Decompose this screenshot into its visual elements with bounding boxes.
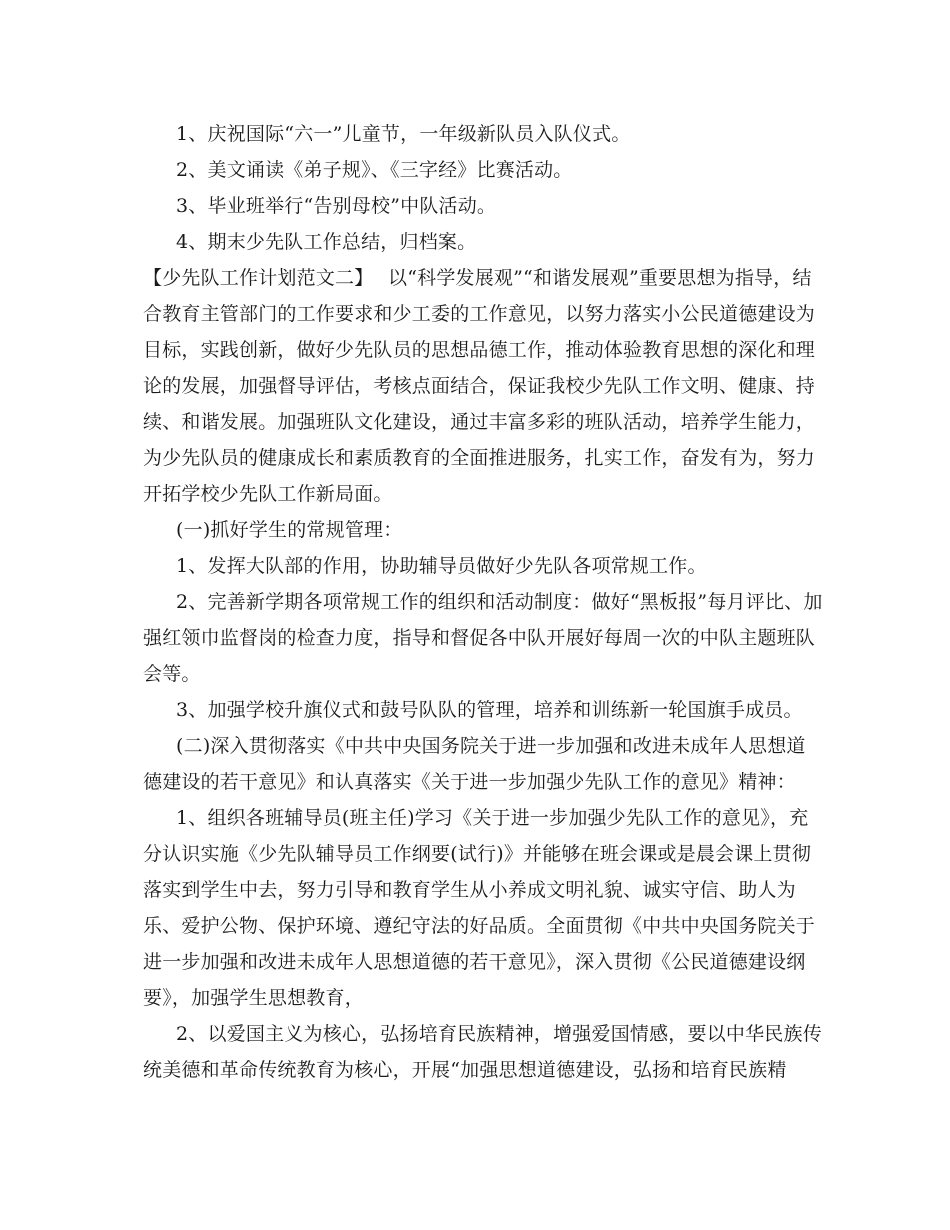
list-item: 2、美文诵读《弟子规》、《三字经》比赛活动。 xyxy=(176,159,573,181)
paragraph-line: 会等。 xyxy=(143,663,201,685)
paragraph-line: 乐、爱护公物、保护环境、遵纪守法的好品质。全面贯彻《中共中央国务院关于 xyxy=(143,915,816,937)
paragraph-line: 为少先队员的健康成长和素质教育的全面推进服务，扎实工作，奋发有为，努力 xyxy=(143,447,816,469)
paragraph-line: 强红领巾监督岗的检查力度，指导和督促各中队开展好每周一次的中队主题班队 xyxy=(143,627,816,649)
paragraph-line: 2、完善新学期各项常规工作的组织和活动制度：做好“黑板报”每月评比、加 xyxy=(176,591,823,613)
paragraph-line: 统美德和革命传统教育为核心，开展“加强思想道德建设，弘扬和培育民族精 xyxy=(143,1059,787,1081)
paragraph-line: 分认识实施《少先队辅导员工作纲要(试行)》并能够在班会课或是晨会课上贯彻 xyxy=(143,843,812,865)
section-heading: 德建设的若干意见》和认真落实《关于进一步加强少先队工作的意见》精神： xyxy=(143,771,796,793)
section-title: 【少先队工作计划范文二】 xyxy=(143,267,374,289)
list-item: 4、期末少先队工作总结，归档案。 xyxy=(176,231,477,253)
list-item: 3、加强学校升旗仪式和鼓号队队的管理，培养和训练新一轮国旗手成员。 xyxy=(176,699,803,721)
paragraph-line: 进一步加强和改进未成年人思想道德的若干意见》，深入贯彻《公民道德建设纲 xyxy=(143,951,806,973)
section-heading: (二)深入贯彻落实《中共中央国务院关于进一步加强和改进未成年人思想道 xyxy=(176,735,806,757)
paragraph-line: 1、组织各班辅导员(班主任)学习《关于进一步加强少先队工作的意见》，充 xyxy=(176,807,809,829)
paragraph-line: 合教育主管部门的工作要求和少工委的工作意见，以努力落实小公民道德建设为 xyxy=(143,303,816,325)
paragraph-line: 要》，加强学生思想教育， xyxy=(143,987,364,1009)
paragraph-line: 以“科学发展观”“和谐发展观”重要思想为指导，结 xyxy=(388,267,812,289)
paragraph-line: 2、以爱国主义为核心，弘扬培育民族精神，增强爱国情感，要以中华民族传 xyxy=(176,1023,822,1045)
paragraph-line: 目标，实践创新，做好少先队员的思想品德工作，推动体验教育思想的深化和理 xyxy=(143,339,816,361)
list-item: 1、庆祝国际“六一”儿童节，一年级新队员入队仪式。 xyxy=(176,123,631,145)
paragraph-line: 论的发展，加强督导评估，考核点面结合，保证我校少先队工作文明、健康、持 xyxy=(143,375,816,397)
paragraph-line: 落实到学生中去，努力引导和教育学生从小养成文明礼貌、诚实守信、助人为 xyxy=(143,879,796,901)
list-item: 1、发挥大队部的作用，协助辅导员做好少先队各项常规工作。 xyxy=(176,555,707,577)
paragraph-line: 续、和谐发展。加强班队文化建设，通过丰富多彩的班队活动，培养学生能力， xyxy=(143,411,816,433)
list-item: 3、毕业班举行“告别母校”中队活动。 xyxy=(176,195,497,217)
paragraph-line: 开拓学校少先队工作新局面。 xyxy=(143,483,393,505)
section-heading: (一)抓好学生的常规管理： xyxy=(176,519,403,541)
